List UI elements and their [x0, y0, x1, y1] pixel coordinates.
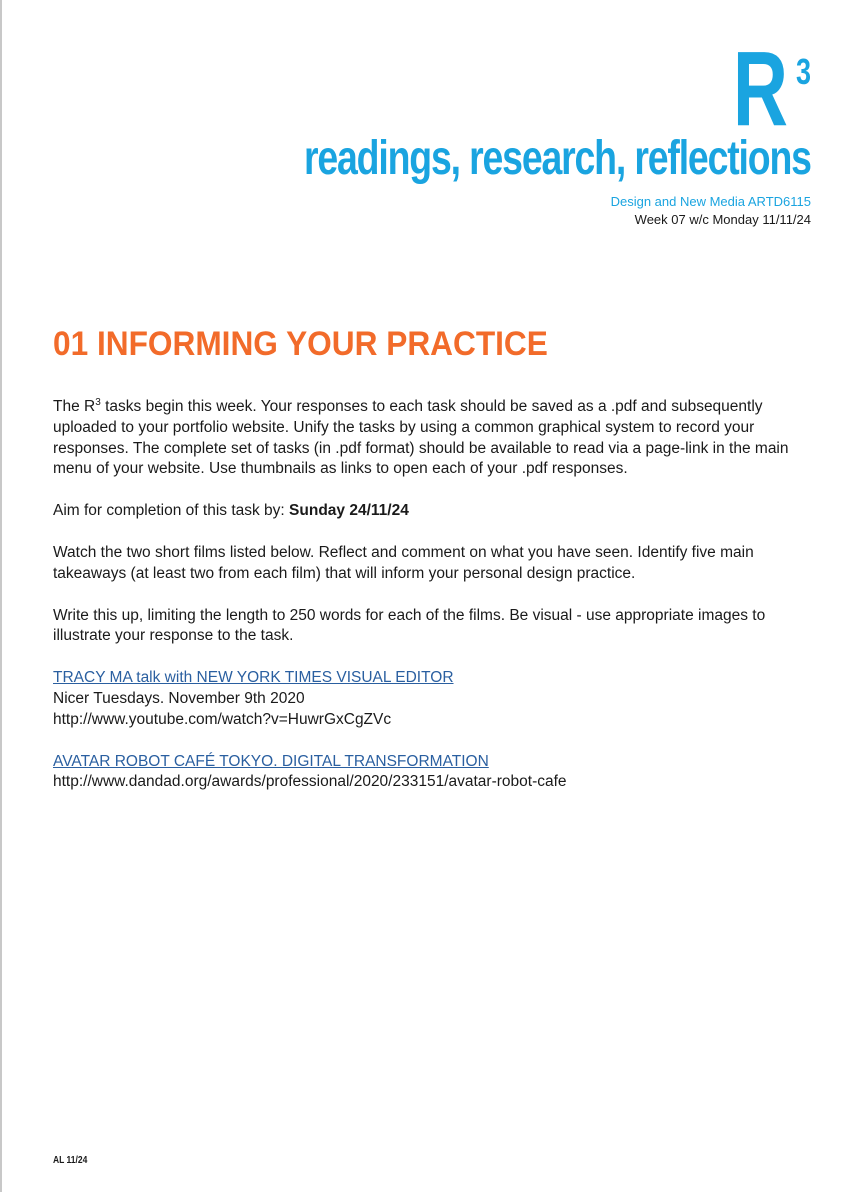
- watch-paragraph: Watch the two short films listed below. Reflect and comment on what you have seen. Identify five main takeaways (at least two from each film) that will inform your personal design practice.: [53, 543, 754, 582]
- reference-url: http://www.youtube.com/watch?v=HuwrGxCgZVc: [53, 710, 392, 728]
- footer-code: AL 11/24: [53, 1155, 88, 1166]
- reference-detail: Nicer Tuesdays. November 9th 2020: [53, 689, 305, 707]
- section-title: 01 INFORMING YOUR PRACTICE: [53, 325, 548, 363]
- page-edge-divider: [0, 0, 2, 1192]
- aim-paragraph: [53, 501, 813, 522]
- reference-url: http://www.dandad.org/awards/professional/2020/233151/avatar-robot-cafe: [53, 773, 567, 791]
- reference-item: [53, 752, 813, 794]
- course-label: Design and New Media ARTD6115: [610, 194, 811, 209]
- reference-link-avatar-robot-cafe[interactable]: AVATAR ROBOT CAFÉ TOKYO. DIGITAL TRANSFORMATION: [53, 752, 489, 770]
- tagline: readings, research, reflections: [304, 132, 811, 185]
- intro-paragraph: [53, 397, 813, 480]
- intro-prefix: The R: [53, 398, 96, 415]
- intro-superscript: 3: [95, 397, 101, 408]
- write-paragraph: Write this up, limiting the length to 250 words for each of the films. Be visual - use appropriate images to illustrate your response to the task.: [53, 606, 766, 645]
- aim-prefix: Aim for completion of this task by:: [53, 502, 290, 520]
- logo-letter: R: [733, 30, 787, 148]
- reference-link-tracy-ma[interactable]: TRACY MA talk with NEW YORK TIMES VISUAL EDITOR: [53, 669, 454, 687]
- reference-item: [53, 668, 813, 730]
- document-body: [53, 397, 813, 814]
- logo-superscript: 3: [795, 51, 811, 92]
- intro-text: tasks begin this week. Your responses to each task should be saved as a .pdf and subsequently uploaded to your portfolio website. Unify the tasks by using a common graphical system to record your responses. The complete set of tasks (in .pdf format) should be available to read via a page-link in the main menu of your website. Use thumbnails as links to open each of your .pdf responses.: [53, 398, 789, 478]
- aim-date: Sunday 24/11/24: [289, 502, 409, 520]
- week-label: Week 07 w/c Monday 11/11/24: [634, 212, 811, 227]
- r3-logo: [721, 30, 811, 148]
